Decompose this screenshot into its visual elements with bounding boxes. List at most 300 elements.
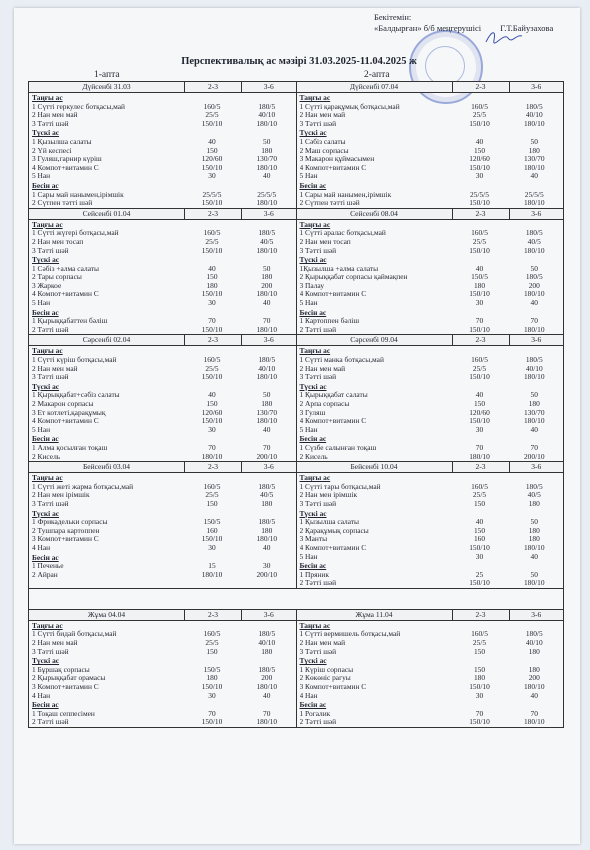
meal-block — [297, 700, 564, 727]
menu-item — [300, 111, 562, 120]
dish-name: 3 Гуляш,гарнир күріш — [32, 155, 102, 164]
portion-2-3: 30 — [475, 691, 484, 700]
portion-2-3: 150 — [473, 499, 486, 508]
portion-3-6: 25/5/5 — [257, 190, 277, 199]
dish-name: 1 Картоппен бәліш — [299, 317, 360, 326]
dish-name: 2 Нан мен май — [299, 111, 346, 120]
meal-title: Түскі ас — [299, 381, 327, 391]
dish-name: 1 Сүтті қарақұмық ботқасы,май — [299, 102, 400, 111]
portion-2-3: 150/10 — [201, 246, 223, 255]
portion-3-6: 40 — [530, 172, 538, 181]
menu-item — [300, 265, 562, 274]
portion-2-3: 70 — [208, 443, 216, 452]
day-header — [29, 209, 296, 220]
portion-2-3: 150/10 — [469, 163, 490, 172]
portion-3-6: 180/5 — [525, 630, 543, 639]
dish-name: 1 Сәбіз +алма салаты — [32, 264, 99, 273]
dish-name: 2 Айран — [32, 570, 58, 579]
portion-2-3: 150/5 — [203, 518, 221, 527]
portion-2-3: 150/10 — [469, 325, 490, 334]
age-col-3-6: 3-6 — [263, 208, 274, 218]
portion-3-6: 25/5/5 — [524, 190, 544, 199]
menu-item — [300, 571, 562, 580]
menu-item — [300, 483, 562, 492]
portion-2-3: 160/5 — [471, 229, 488, 238]
dish-name: 4 Нан — [32, 691, 51, 700]
dish-name: 2 Нан мен тосап — [299, 237, 351, 246]
meal-block — [29, 700, 296, 727]
portion-3-6: 180 — [261, 647, 273, 656]
menu-item — [300, 147, 562, 156]
portion-2-3: 180 — [473, 674, 486, 683]
menu-item — [32, 527, 294, 536]
menu-item — [300, 426, 562, 435]
meal-title: Таңғы ас — [299, 93, 331, 102]
portion-2-3: 30 — [208, 299, 216, 308]
page-title: Перспективалық ас мәзірі 31.03.2025-11.04.2025 ж — [181, 56, 417, 67]
dish-name: 2 Нан мен май — [299, 639, 346, 648]
portion-2-3: 180 — [473, 281, 486, 290]
day-header — [297, 209, 564, 220]
portion-2-3: 180/10 — [201, 452, 223, 461]
portion-3-6: 180/10 — [523, 163, 545, 172]
meal-title: Бесін ас — [299, 180, 327, 190]
meal-block — [297, 220, 564, 255]
meal-block — [29, 220, 296, 255]
menu-item — [300, 639, 562, 648]
portion-2-3: 150/10 — [469, 579, 490, 588]
portion-3-6: 180 — [528, 647, 540, 656]
dish-name: 3 Тәтті шәй — [299, 499, 337, 508]
dish-name: 4 Компот+витамин С — [299, 290, 367, 299]
meal-block — [29, 553, 296, 580]
day-cell — [29, 462, 297, 589]
approval-position: «Балдырған» б/б меңгерушісі — [374, 23, 482, 33]
portion-3-6: 180/10 — [523, 543, 545, 552]
portion-3-6: 180 — [261, 273, 273, 282]
portion-2-3: 160/5 — [203, 482, 221, 491]
portion-2-3: 150/10 — [469, 543, 490, 552]
age-col-3-6: 3-6 — [263, 335, 274, 345]
menu-item — [300, 674, 562, 683]
dish-name: 3 Ет котлеті,қарақұмық — [32, 408, 106, 417]
dish-name: 4 Компот+витамин С — [32, 290, 99, 299]
dish-name: 3 Тәтті шәй — [32, 499, 69, 508]
portion-2-3: 160 — [206, 526, 218, 535]
day-label: Дүйсенбі 31.03 — [29, 82, 185, 92]
menu-item — [32, 120, 294, 129]
menu-item — [32, 562, 294, 571]
dish-name: 3 Тәтті шәй — [299, 119, 337, 128]
dish-name: 3 Компот+витамин С — [32, 535, 99, 544]
meal-title: Түскі ас — [32, 508, 60, 518]
portion-2-3: 150/10 — [201, 163, 223, 172]
menu-item — [300, 373, 562, 382]
dish-name: 1 Сүтті манка ботқасы,май — [299, 356, 384, 365]
day-cell — [29, 82, 297, 209]
table-row — [28, 209, 564, 336]
portion-3-6: 180/10 — [256, 718, 278, 727]
dish-name: 2 Арпа сорпасы — [299, 400, 350, 408]
portion-2-3: 180/10 — [469, 452, 490, 461]
menu-item — [32, 299, 294, 308]
portion-2-3: 15 — [208, 562, 216, 571]
menu-item — [32, 674, 294, 683]
portion-2-3: 70 — [208, 317, 216, 326]
menu-item — [300, 317, 562, 326]
portion-3-6: 180/10 — [256, 199, 278, 208]
portion-3-6: 180/10 — [256, 119, 278, 128]
portion-3-6: 70 — [263, 709, 271, 718]
portion-3-6: 180/5 — [258, 356, 276, 365]
meal-block — [29, 656, 296, 700]
menu-item — [32, 317, 294, 326]
dish-name: 1 Қырыққабат+сәбіз салаты — [32, 391, 120, 400]
dish-name: 2 Сүтпен тәтті шәй — [32, 199, 93, 208]
dish-name: 1 Печенье — [32, 562, 64, 571]
menu-item — [300, 544, 562, 553]
approval-block — [374, 12, 574, 34]
day-label: Сейсенбі 08.04 — [297, 209, 453, 219]
day-cell — [297, 610, 565, 728]
age-col-3-6: 3-6 — [531, 609, 542, 619]
dish-name: 4 Компот+витамин С — [299, 543, 367, 552]
menu-item — [32, 282, 294, 291]
dish-name: 3 Тәтті шәй — [32, 373, 69, 382]
meal-block — [29, 621, 296, 656]
table-row — [28, 609, 564, 728]
portion-2-3: 40 — [208, 391, 216, 400]
portion-3-6: 40 — [530, 425, 538, 434]
dish-name: 2 Нан мен май — [32, 364, 78, 373]
dish-name: 2 Тары сорпасы — [32, 273, 82, 282]
portion-3-6: 40/5 — [527, 491, 541, 500]
dish-name: 3 Компот+витамин С — [299, 683, 367, 692]
age-col-3-6: 3-6 — [531, 335, 542, 345]
portion-3-6: 180/10 — [256, 373, 278, 382]
day-cell — [29, 335, 297, 462]
dish-name: 5 Нан — [32, 172, 51, 181]
meal-title: Бесін ас — [32, 180, 59, 190]
portion-3-6: 180/5 — [525, 356, 543, 365]
menu-item — [32, 518, 294, 527]
portion-3-6: 50 — [263, 391, 271, 400]
dish-name: 1 Пряник — [299, 570, 329, 579]
dish-name: 2 Тәтті шәй — [32, 718, 69, 727]
dish-name: 4 Нан — [299, 691, 318, 700]
portion-3-6: 130/70 — [523, 155, 545, 164]
portion-2-3: 150/10 — [469, 290, 490, 299]
dish-name: 5 Нан — [299, 552, 318, 561]
age-col-2-3: 2-3 — [185, 462, 242, 472]
dish-name: 1Қызылша +алма салаты — [299, 264, 379, 273]
menu-item — [300, 273, 562, 282]
dish-name: 4 Компот+витамин С — [32, 417, 99, 426]
portion-3-6: 180/10 — [256, 163, 278, 172]
dish-name: 2 Кисель — [32, 452, 61, 461]
menu-item — [32, 630, 294, 639]
portion-2-3: 30 — [208, 172, 216, 181]
meal-title: Таңғы ас — [32, 346, 63, 356]
dish-name: 1 Сүтті жеті жарма ботқасы,май — [32, 482, 134, 491]
approval-name: Г.Т.Байузахова — [500, 23, 554, 33]
portion-2-3: 160/5 — [471, 102, 488, 111]
menu-item — [32, 718, 294, 727]
menu-item — [32, 535, 294, 544]
menu-item — [300, 164, 562, 173]
portion-3-6: 50 — [530, 391, 538, 400]
menu-item — [300, 391, 562, 400]
age-col-2-3: 2-3 — [453, 82, 510, 92]
menu-item — [300, 579, 562, 588]
menu-item — [32, 683, 294, 692]
portion-2-3: 180/10 — [201, 570, 223, 579]
portion-2-3: 150 — [206, 400, 218, 408]
meal-title: Түскі ас — [299, 128, 327, 138]
portion-3-6: 180 — [261, 526, 273, 535]
portion-2-3: 150/10 — [469, 246, 490, 255]
day-label: Жұма 11.04 — [297, 610, 453, 620]
portion-2-3: 70 — [475, 317, 484, 326]
portion-3-6: 200 — [528, 674, 540, 683]
portion-3-6: 40 — [263, 425, 271, 434]
meal-block — [297, 128, 564, 181]
day-label: Сәрсенбі 02.04 — [29, 335, 185, 345]
menu-item — [32, 666, 294, 675]
meal-block — [297, 509, 564, 562]
menu-item — [300, 290, 562, 299]
meal-title: Таңғы ас — [299, 346, 331, 356]
dish-name: 3 Тәтті шәй — [299, 373, 337, 382]
portion-2-3: 30 — [208, 543, 216, 552]
dish-name: 5 Нан — [299, 425, 318, 434]
portion-3-6: 180 — [528, 400, 540, 408]
portion-3-6: 180/5 — [525, 229, 543, 238]
dish-name: 3 Тәтті шәй — [32, 647, 69, 656]
portion-3-6: 180/5 — [258, 630, 276, 639]
portion-2-3: 150/10 — [201, 417, 223, 426]
portion-2-3: 150/10 — [469, 373, 490, 382]
week1-label: 1-апта — [94, 70, 120, 80]
portion-2-3: 25/5 — [472, 639, 487, 648]
table-gap — [28, 589, 564, 609]
table-row — [28, 462, 564, 589]
meal-block — [297, 346, 564, 381]
meal-title: Таңғы ас — [299, 620, 331, 630]
portion-2-3: 150 — [473, 146, 486, 155]
portion-2-3: 150 — [206, 499, 218, 508]
portion-2-3: 160/5 — [203, 356, 221, 365]
dish-name: 1 Қызылша салаты — [299, 518, 360, 527]
portion-2-3: 160/5 — [203, 229, 221, 238]
meal-title: Түскі ас — [299, 255, 327, 265]
portion-3-6: 180/10 — [523, 373, 545, 382]
dish-name: 1 Қырыққабаттен бәліш — [32, 317, 108, 326]
day-header — [297, 610, 564, 621]
portion-3-6: 180/10 — [256, 683, 278, 692]
portion-2-3: 150 — [473, 526, 486, 535]
portion-3-6: 70 — [530, 709, 538, 718]
dish-name: 2 Қырыққабат сорпасы қаймақпен — [299, 273, 408, 282]
menu-item — [32, 365, 294, 374]
meal-title: Бесін ас — [299, 700, 327, 710]
portion-3-6: 180/5 — [525, 273, 543, 282]
menu-item — [300, 238, 562, 247]
age-col-2-3: 2-3 — [185, 82, 242, 92]
menu-item — [32, 391, 294, 400]
menu-item — [300, 535, 562, 544]
portion-2-3: 25/5 — [472, 364, 487, 373]
portion-2-3: 150 — [206, 647, 218, 656]
day-label: Жұма 04.04 — [29, 610, 185, 620]
meal-block — [29, 181, 296, 208]
portion-2-3: 25/5 — [205, 111, 219, 120]
dish-name: 5 Нан — [299, 172, 318, 181]
portion-3-6: 180/10 — [256, 246, 278, 255]
dish-name: 1 Бұршақ сорпасы — [32, 665, 90, 674]
dish-name: 3 Манты — [299, 535, 328, 544]
dish-name: 4 Компот+витамин С — [32, 163, 99, 172]
day-cell — [297, 462, 565, 589]
portion-2-3: 40 — [208, 264, 216, 273]
dish-name: 2 Нан мен май — [32, 111, 78, 120]
portion-2-3: 70 — [475, 709, 484, 718]
table-row — [28, 335, 564, 462]
dish-name: 3 Тәтті шәй — [299, 246, 337, 255]
menu-item — [300, 648, 562, 657]
portion-3-6: 50 — [263, 264, 271, 273]
portion-3-6: 180/10 — [523, 246, 545, 255]
portion-3-6: 40 — [263, 543, 271, 552]
portion-3-6: 180 — [528, 665, 540, 674]
portion-2-3: 120/60 — [469, 155, 490, 164]
portion-2-3: 160 — [473, 535, 486, 544]
dish-name: 1 Сүтті жүгері ботқасы,май — [32, 229, 119, 238]
portion-2-3: 25/5 — [205, 639, 219, 648]
day-header — [29, 462, 296, 473]
age-col-2-3: 2-3 — [453, 610, 510, 620]
menu-item — [32, 400, 294, 409]
menu-item — [32, 326, 294, 335]
portion-2-3: 160/5 — [471, 630, 488, 639]
portion-2-3: 25/5 — [205, 364, 219, 373]
dish-name: 2 Нан мен ірімшік — [299, 491, 358, 500]
meal-block — [29, 93, 296, 128]
menu-item — [300, 229, 562, 238]
meal-title: Бесін ас — [32, 700, 59, 710]
meal-title: Түскі ас — [299, 656, 327, 666]
portion-2-3: 120/60 — [469, 408, 490, 417]
portion-3-6: 200/10 — [523, 452, 545, 461]
dish-name: 2 Нан мен май — [299, 364, 346, 373]
portion-3-6: 180/10 — [523, 199, 545, 208]
dish-name: 3 Палау — [299, 281, 325, 290]
portion-2-3: 180 — [206, 674, 218, 683]
day-header — [297, 462, 564, 473]
meal-title: Таңғы ас — [32, 93, 63, 102]
meal-title: Түскі ас — [32, 128, 60, 138]
menu-item — [300, 409, 562, 418]
menu-item — [300, 155, 562, 164]
portion-3-6: 40/10 — [525, 364, 543, 373]
age-col-3-6: 3-6 — [531, 208, 542, 218]
menu-item — [32, 500, 294, 509]
menu-item — [32, 247, 294, 256]
dish-name: 2 Тәтті шәй — [299, 718, 337, 727]
meal-block — [297, 308, 564, 335]
day-header — [297, 335, 564, 346]
menu-item — [300, 453, 562, 462]
menu-item — [300, 120, 562, 129]
dish-name: 1 Сәбіз салаты — [299, 137, 346, 146]
portion-2-3: 150 — [206, 146, 218, 155]
portion-3-6: 180/10 — [523, 579, 545, 588]
meal-title: Бесін ас — [32, 307, 59, 317]
day-cell — [297, 335, 565, 462]
menu-item — [32, 273, 294, 282]
menu-item — [32, 444, 294, 453]
portion-2-3: 160/5 — [471, 482, 488, 491]
portion-2-3: 25/5 — [472, 491, 487, 500]
meal-title: Таңғы ас — [32, 620, 63, 630]
dish-name: 1 Сары май нанымен,ірімшік — [32, 190, 124, 199]
dish-name: 1 Сүтті вермишель ботқасы,май — [299, 630, 401, 639]
portion-2-3: 150/10 — [469, 119, 490, 128]
portion-2-3: 150/10 — [201, 325, 223, 334]
portion-3-6: 200/10 — [256, 570, 278, 579]
portion-3-6: 70 — [530, 317, 538, 326]
menu-item — [300, 172, 562, 181]
portion-3-6: 180/10 — [523, 290, 545, 299]
dish-name: 2 Нан мен май — [32, 639, 78, 648]
portion-3-6: 180/5 — [258, 518, 276, 527]
dish-name: 2 Көкөніс рагуы — [299, 674, 351, 683]
menu-item — [300, 365, 562, 374]
meal-block — [297, 561, 564, 588]
dish-name: 2 Сүтпен тәтті шәй — [299, 199, 360, 208]
meal-title: Бесін ас — [32, 434, 59, 444]
menu-item — [300, 138, 562, 147]
dish-name: 2 Қырыққабат орамасы — [32, 674, 106, 683]
day-label: Сәрсенбі 09.04 — [297, 335, 453, 345]
portion-3-6: 180 — [261, 499, 273, 508]
age-col-3-6: 3-6 — [531, 82, 542, 91]
dish-name: 4 Компот+витамин С — [299, 163, 367, 172]
meal-block — [29, 382, 296, 435]
portion-2-3: 70 — [208, 709, 216, 718]
menu-item — [32, 417, 294, 426]
portion-2-3: 120/60 — [201, 408, 223, 417]
portion-3-6: 50 — [530, 518, 538, 527]
portion-2-3: 25/5/5 — [202, 190, 222, 199]
dish-name: 2 Нан мен ірімшік — [32, 491, 90, 500]
day-cell — [29, 209, 297, 336]
portion-2-3: 150/10 — [201, 535, 223, 544]
menu-item — [32, 409, 294, 418]
portion-3-6: 40 — [263, 691, 271, 700]
menu-item — [32, 491, 294, 500]
portion-3-6: 40 — [263, 172, 271, 181]
portion-2-3: 40 — [475, 264, 484, 273]
portion-2-3: 30 — [208, 425, 216, 434]
dish-name: 3 Тәтті шәй — [299, 647, 337, 656]
portion-2-3: 180 — [206, 281, 218, 290]
portion-2-3: 160/5 — [203, 630, 221, 639]
portion-2-3: 150/10 — [201, 199, 223, 208]
meal-title: Түскі ас — [32, 656, 60, 666]
portion-2-3: 150/10 — [201, 373, 223, 382]
age-col-2-3: 2-3 — [453, 209, 510, 219]
